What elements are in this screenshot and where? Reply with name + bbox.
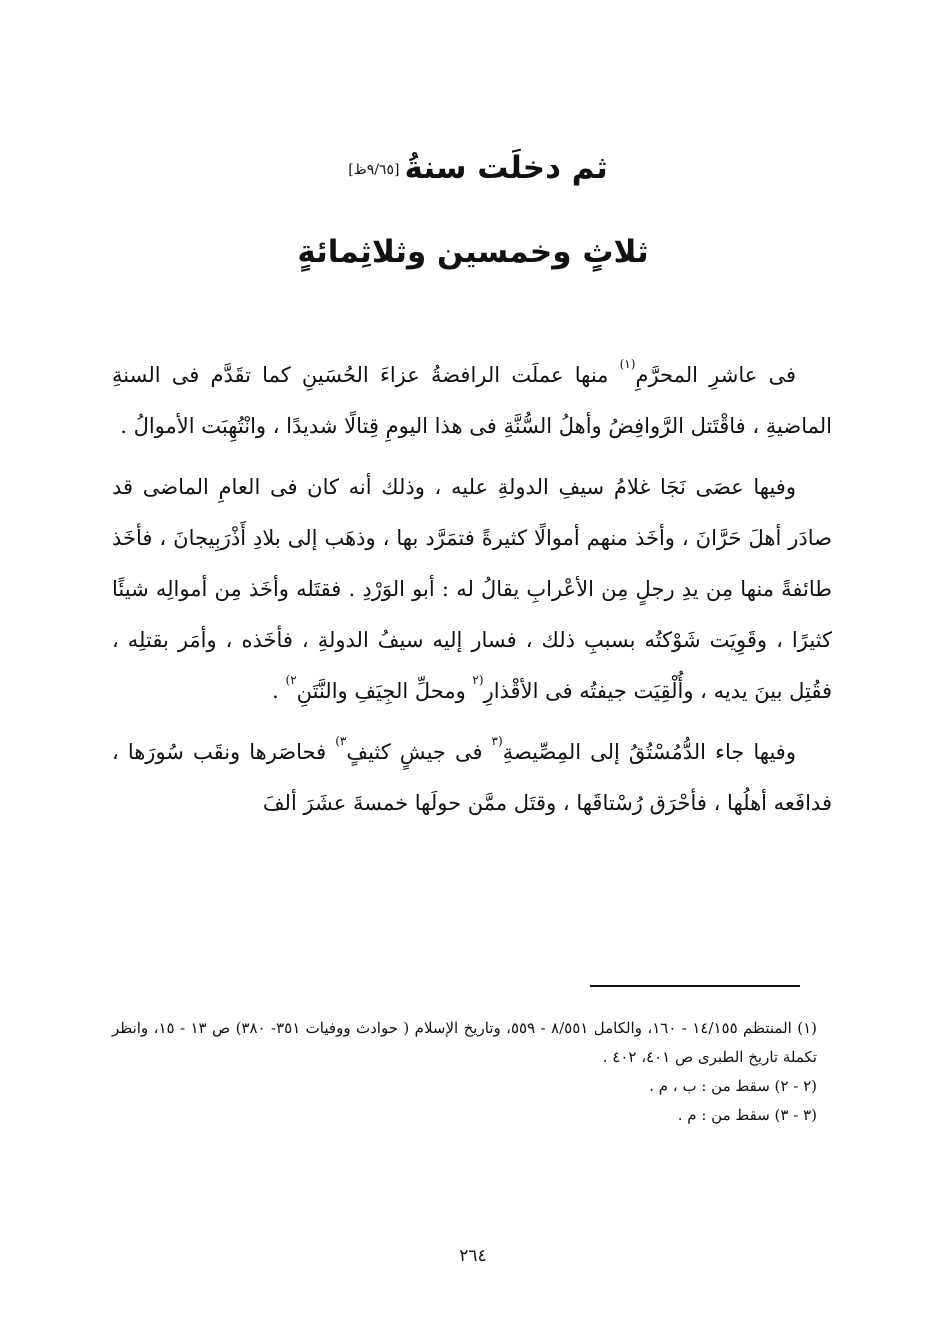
page-number: ٢٦٤ <box>459 1246 487 1266</box>
paragraph-1 <box>112 350 832 452</box>
footnote-marker-3-open: (٣ <box>491 734 503 748</box>
chapter-title-year: ثم دخلَت سنةُ <box>404 150 608 186</box>
chapter-heading-line-1 <box>0 150 946 186</box>
footnote-marker-2-open: (٢ <box>472 673 484 687</box>
paragraph-2-text-c: . <box>272 679 286 703</box>
footnote-marker-2-close: ٢) <box>285 673 297 687</box>
paragraph-3 <box>112 727 832 829</box>
paragraph-2-text-b: ومحلِّ الجِيَفِ والنَّتَنِ <box>296 679 473 703</box>
paragraph-2-text-a: وفيها عصَى نَجَا غلامُ سيفِ الدولةِ عليه ، وذلك أنه كان فى العامِ الماضى قد صادَر أهلَ حَرَّانَ ، وأخَذ منهم أموالًا كثيرةً فتمَرَّد بها ، وذهَب إلى بلادِ أَذْرَبِيجانَ ، فأخَذ طائفةً منها مِن يدِ رجلٍ مِن الأعْرابِ يقالُ له : أبو الوَرْدِ . فقتَله وأخَذ مِن أموالِه شيئًا كثيرًا ، وقَوِيَت شَوْكتُه بسببِ ذلك ، فسار إليه سيفُ الدولةِ ، فأخَذه ، وأمَر بقتلِه ، فقُتِل بينَ يديه ، وأُلْقِيَت جيفتُه فى الأقْذارِ <box>112 475 832 703</box>
manuscript-folio-reference: [٩/٦٥ظ] <box>348 162 400 178</box>
paragraph-3-text-a: وفيها جاء الدُّمُسْتُقُ إلى المِصِّيصةِ <box>502 740 796 764</box>
main-text <box>112 350 832 839</box>
footnote-2: (٢ - ٢) سقط من : ب ، م . <box>649 1077 817 1095</box>
paragraph-2 <box>112 462 832 717</box>
paragraph-3-text-c: فحاصَرها ونقَب سُورَها ، فدافَعه أهلُها ، فأحْرَق رُسْتاقَها ، وقتَل ممَّن حولَها خمسةَ عشَرَ ألفَ <box>112 740 832 815</box>
footnote-3: (٣ - ٣) سقط من : م . <box>677 1106 817 1124</box>
footnotes <box>112 1014 817 1130</box>
footnote-marker-1: (١) <box>619 357 636 371</box>
paragraph-1-text-b: منها عملَت الرافضةُ عزاءَ الحُسَينِ كما تقَدَّم فى السنةِ الماضيةِ ، فاقْتَتل الرَّوافِضُ وأهلُ السُّنَّةِ فى هذا اليومِ قِتالًا شديدًا ، وانْتُهِبَت الأموالُ . <box>112 363 832 438</box>
footnote-separator <box>590 985 800 987</box>
chapter-heading-line-2: ثلاثٍ وخمسين وثلاثِمائةٍ <box>297 234 649 270</box>
paragraph-1-text-a: فى عاشرِ المحرَّمِ <box>635 363 796 387</box>
paragraph-3-text-b: فى جيشٍ كثيفٍ <box>346 740 492 764</box>
footnote-marker-3-close: ٣) <box>335 734 347 748</box>
footnote-1: (١) المنتظم ١٤/١٥٥ - ١٦٠، والكامل ٨/٥٥١ - ٥٥٩، وتاريخ الإسلام ( حوادث ووفيات ٣٥١- ٣٨٠) ص ١٣ - ١٥، وانظر تكملة تاريخ الطبرى ص ٤٠١، ٤٠٢ . <box>112 1019 817 1066</box>
